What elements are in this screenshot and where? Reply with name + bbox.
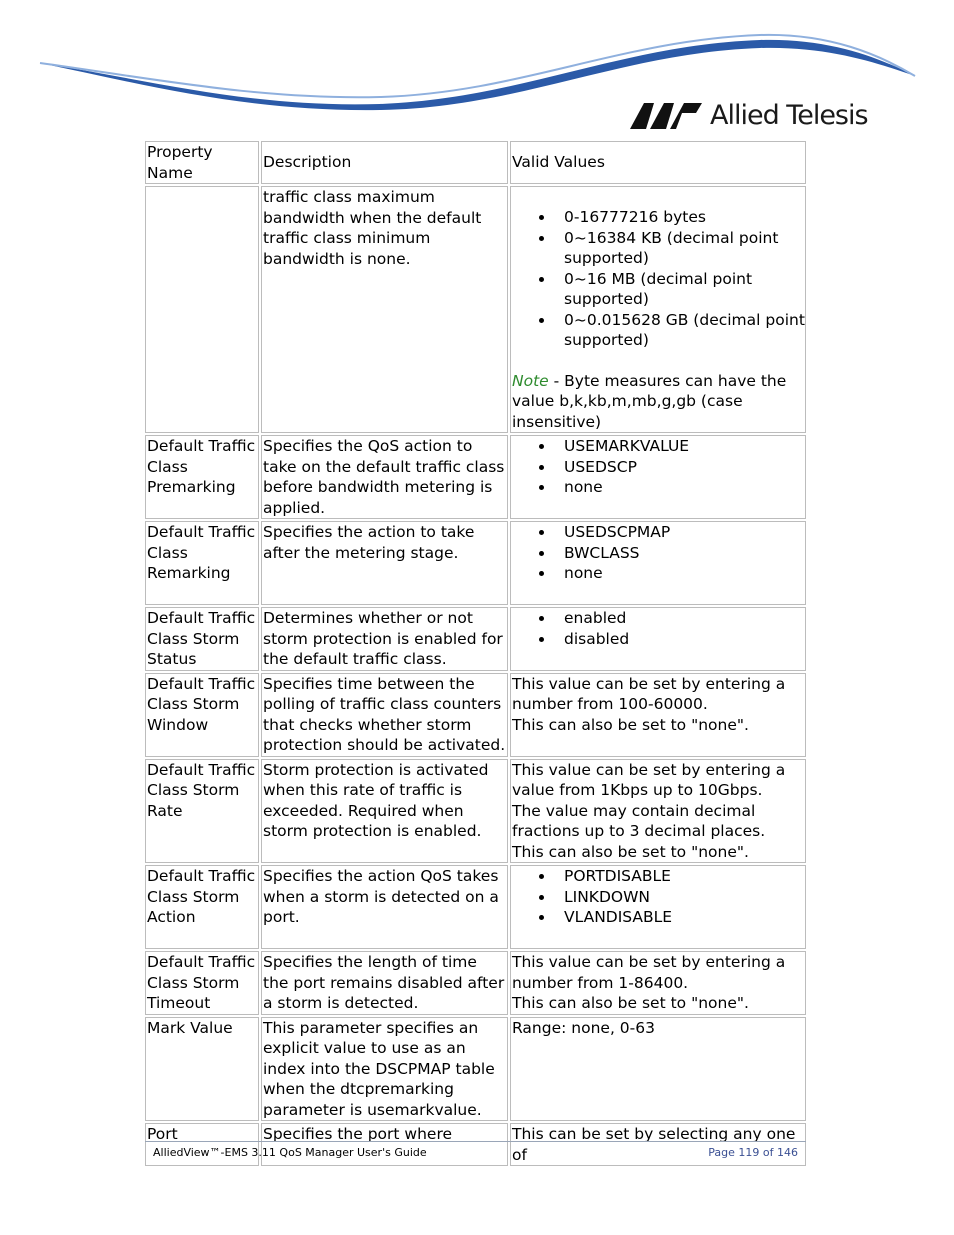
- note-text: - Byte measures can have the value b,k,kb,m,mb,g,gb (case insensitive): [512, 371, 787, 431]
- row-valid-values: [510, 673, 806, 757]
- row-description: Determines whether or not storm protection is enabled for the default traffic class.: [261, 607, 508, 671]
- list-item: 0-16777216 bytes: [564, 207, 805, 228]
- table-row: [145, 521, 806, 605]
- row-name: Default Traffic Class Storm Rate: [145, 759, 259, 864]
- row-description: Specifies the length of time the port remains disabled after a storm is detected.: [261, 951, 508, 1015]
- property-table: [143, 139, 808, 1168]
- row-description: Specifies the port where: [261, 1123, 508, 1166]
- note-label: Note: [512, 371, 549, 390]
- logo-mark-icon: [630, 103, 702, 129]
- footer-divider: [145, 1141, 806, 1142]
- row-description: Specifies the action QoS takes when a storm is detected on a port.: [261, 865, 508, 949]
- row-name: Default Traffic Class Storm Action: [145, 865, 259, 949]
- list-item: 0~16 MB (decimal point supported): [564, 269, 805, 310]
- list-item: USEDSCPMAP: [564, 522, 805, 543]
- valid-values-list: [512, 522, 805, 584]
- note: [512, 371, 805, 433]
- header-valid-values: Valid Values: [510, 141, 806, 184]
- row-valid-values: This can be set by selecting any one of: [510, 1123, 806, 1166]
- table-row: [145, 186, 806, 433]
- valid-values-list: [512, 608, 805, 649]
- row-valid-values: [510, 865, 806, 949]
- table-row: [145, 435, 806, 519]
- row-description: Specifies the action to take after the metering stage.: [261, 521, 508, 605]
- list-item: enabled: [564, 608, 805, 629]
- table-row: [145, 1123, 806, 1166]
- row-name: Mark Value: [145, 1017, 259, 1122]
- row-valid-values: [510, 607, 806, 671]
- allied-telesis-logo: [630, 100, 868, 132]
- list-item: disabled: [564, 629, 805, 650]
- row-name: Port: [145, 1123, 259, 1166]
- value-line: This can also be set to "none".: [512, 842, 749, 861]
- row-valid-values: [510, 951, 806, 1015]
- row-valid-values: [510, 435, 806, 519]
- table-row: [145, 673, 806, 757]
- table-header-row: [145, 141, 806, 184]
- valid-values-list: [512, 866, 805, 928]
- list-item: LINKDOWN: [564, 887, 805, 908]
- list-item: VLANDISABLE: [564, 907, 805, 928]
- list-item: BWCLASS: [564, 543, 805, 564]
- valid-values-list: [512, 207, 805, 351]
- value-line: This can also be set to "none".: [512, 715, 749, 734]
- value-line: This can also be set to "none".: [512, 994, 749, 1012]
- row-name: Default Traffic Class Storm Timeout: [145, 951, 259, 1015]
- value-line: This value can be set by entering a value from 1Kbps up to 10Gbps.: [512, 760, 786, 799]
- header-property-name: Property Name: [145, 141, 259, 184]
- row-name: Default Traffic Class Storm Status: [145, 607, 259, 671]
- list-item: none: [564, 477, 805, 498]
- row-name: Default Traffic Class Premarking: [145, 435, 259, 519]
- row-name: Default Traffic Class Storm Window: [145, 673, 259, 757]
- table-row: [145, 1017, 806, 1122]
- footer-guide-title: AlliedView™-EMS 3.11 QoS Manager User's Guide: [153, 1146, 427, 1159]
- row-name: [145, 186, 259, 433]
- list-item: USEMARKVALUE: [564, 436, 805, 457]
- row-name: Default Traffic Class Remarking: [145, 521, 259, 605]
- list-item: PORTDISABLE: [564, 866, 805, 887]
- row-description: Specifies time between the polling of traffic class counters that checks whether storm protection should be activated.: [261, 673, 508, 757]
- row-description: This parameter specifies an explicit value to use as an index into the DSCPMAP table when the dtcpremarking parameter is usemarkvalue.: [261, 1017, 508, 1122]
- row-description: Specifies the QoS action to take on the default traffic class before bandwidth metering is applied.: [261, 435, 508, 519]
- row-valid-values: [510, 521, 806, 605]
- row-valid-values: [510, 186, 806, 433]
- row-valid-values: [510, 759, 806, 864]
- table-row: [145, 759, 806, 864]
- row-description: traffic class maximum bandwidth when the default traffic class minimum bandwidth is none.: [261, 186, 508, 433]
- value-line: This value can be set by entering a number from 100-60000.: [512, 674, 786, 713]
- value-line: The value may contain decimal fractions up to 3 decimal places.: [512, 801, 766, 840]
- list-item: 0~16384 KB (decimal point supported): [564, 228, 805, 269]
- table-row: [145, 865, 806, 949]
- value-line: This value can be set by entering a number from 1-86400.: [512, 953, 786, 992]
- footer-page-number: Page 119 of 146: [708, 1146, 798, 1159]
- row-valid-values: Range: none, 0-63: [510, 1017, 806, 1122]
- list-item: none: [564, 563, 805, 584]
- logo-text: Allied Telesis: [710, 100, 868, 131]
- list-item: 0~0.015628 GB (decimal point supported): [564, 310, 805, 349]
- list-item: USEDSCP: [564, 457, 805, 478]
- table-row: [145, 951, 806, 1015]
- row-description: Storm protection is activated when this rate of traffic is exceeded. Required when storm protection is enabled.: [261, 759, 508, 864]
- header-description: Description: [261, 141, 508, 184]
- table-row: [145, 607, 806, 671]
- valid-values-list: [512, 436, 805, 498]
